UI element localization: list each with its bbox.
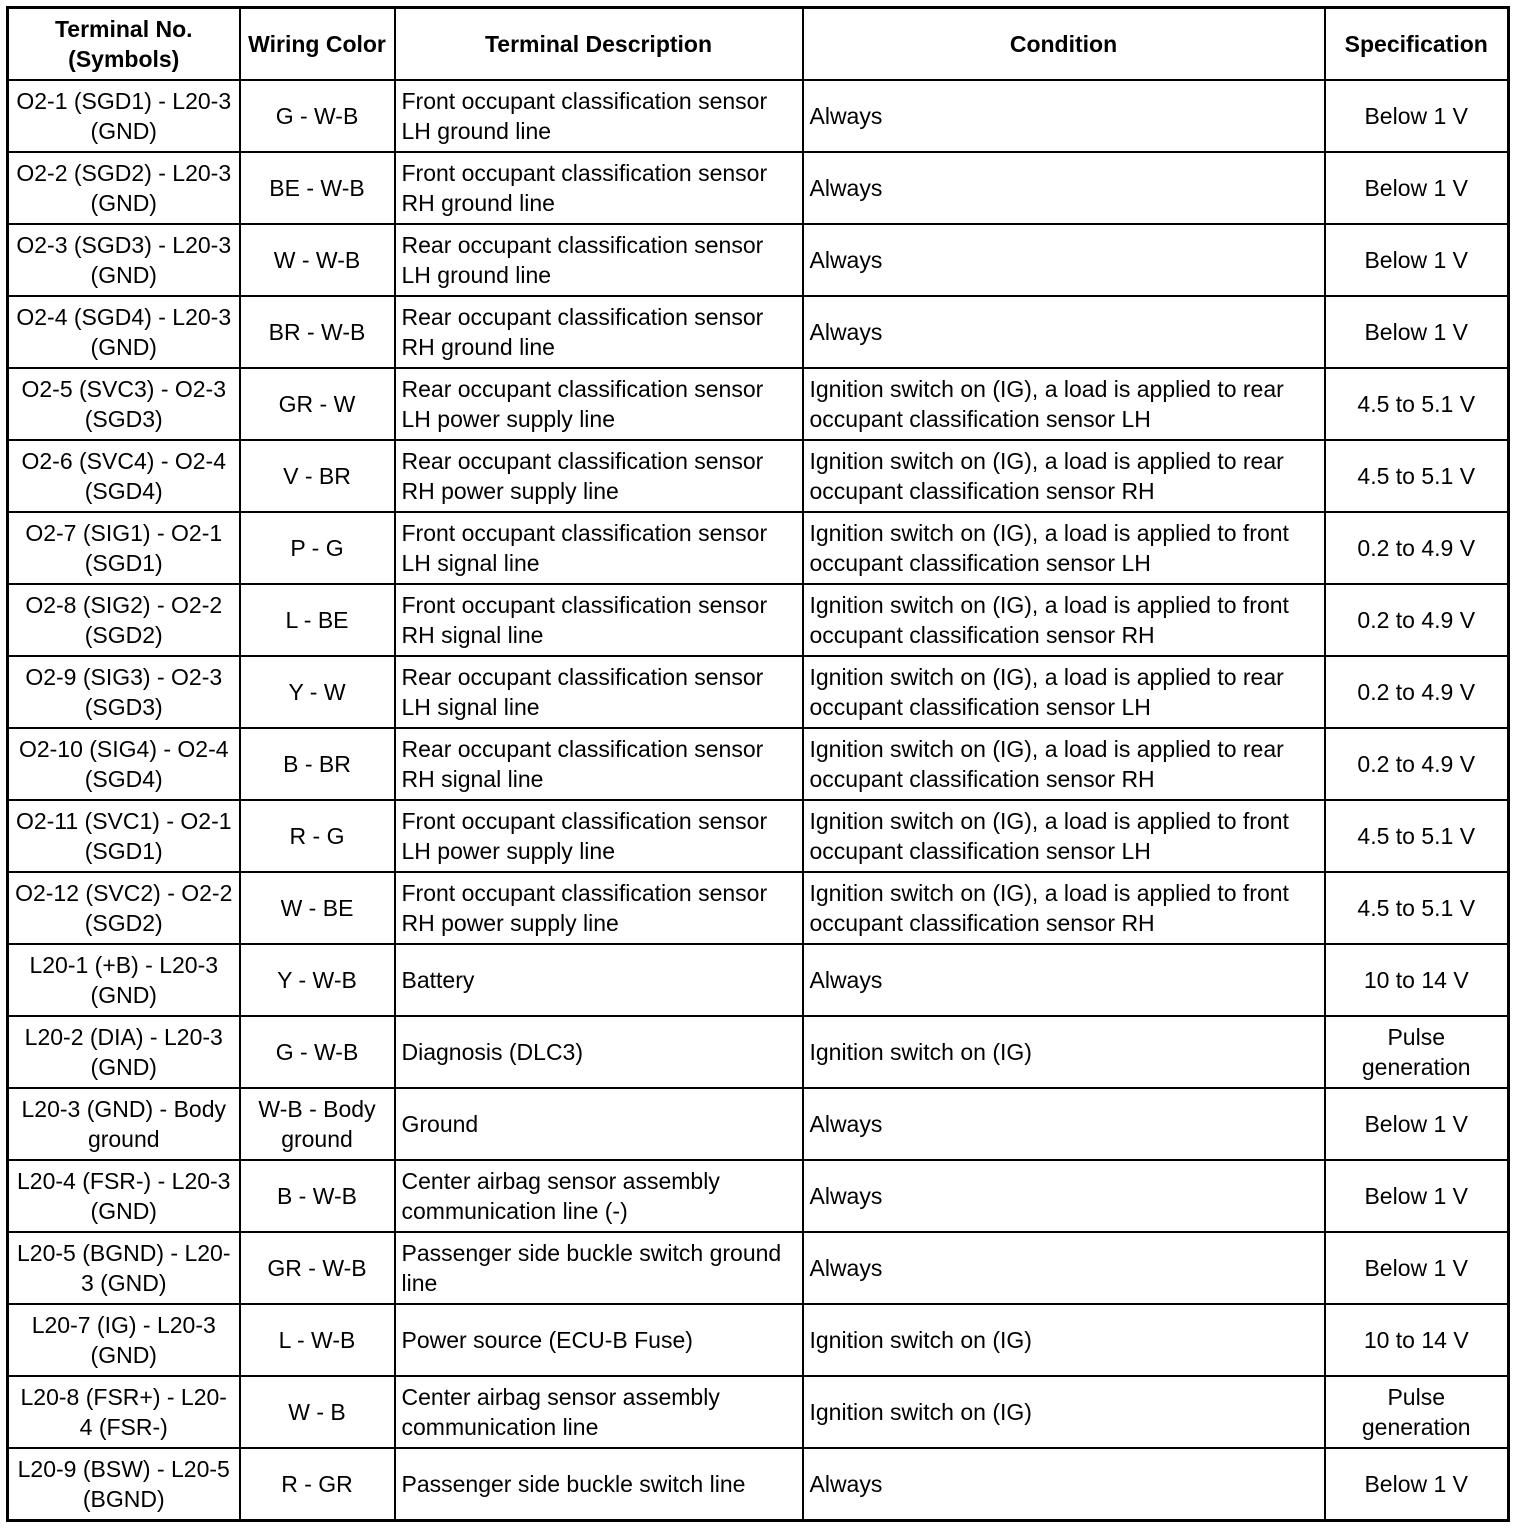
cell-description: Front occupant classification sensor LH power supply line [395,800,803,872]
cell-description: Rear occupant classification sensor LH ground line [395,224,803,296]
cell-specification: Below 1 V [1325,224,1509,296]
cell-specification: Below 1 V [1325,1448,1509,1521]
cell-condition: Ignition switch on (IG) [803,1304,1325,1376]
cell-description: Front occupant classification sensor LH ground line [395,80,803,152]
cell-condition: Ignition switch on (IG), a load is applied to front occupant classification sensor LH [803,800,1325,872]
cell-specification: 10 to 14 V [1325,944,1509,1016]
cell-specification: 0.2 to 4.9 V [1325,584,1509,656]
terminal-spec-table [6,6,1510,1522]
cell-specification: 10 to 14 V [1325,1304,1509,1376]
cell-terminal: L20-2 (DIA) - L20-3 (GND) [8,1016,240,1088]
cell-wiring-color: G - W-B [240,80,395,152]
table-row [8,152,1509,224]
cell-terminal: O2-12 (SVC2) - O2-2 (SGD2) [8,872,240,944]
cell-specification: Pulse generation [1325,1016,1509,1088]
cell-condition: Ignition switch on (IG), a load is applied to rear occupant classification sensor RH [803,440,1325,512]
cell-condition: Ignition switch on (IG), a load is applied to front occupant classification sensor RH [803,872,1325,944]
table-row [8,296,1509,368]
cell-description: Center airbag sensor assembly communication line [395,1376,803,1448]
cell-condition: Always [803,224,1325,296]
header-terminal-description: Terminal Description [395,8,803,81]
cell-wiring-color: G - W-B [240,1016,395,1088]
cell-specification: Below 1 V [1325,1088,1509,1160]
cell-condition: Ignition switch on (IG), a load is applied to front occupant classification sensor RH [803,584,1325,656]
cell-wiring-color: W-B - Body ground [240,1088,395,1160]
cell-description: Diagnosis (DLC3) [395,1016,803,1088]
cell-specification: 0.2 to 4.9 V [1325,728,1509,800]
cell-specification: Below 1 V [1325,1160,1509,1232]
cell-description: Passenger side buckle switch ground line [395,1232,803,1304]
header-condition: Condition [803,8,1325,81]
cell-description: Ground [395,1088,803,1160]
cell-description: Rear occupant classification sensor LH power supply line [395,368,803,440]
cell-specification: 4.5 to 5.1 V [1325,800,1509,872]
table-row [8,584,1509,656]
table-row [8,440,1509,512]
cell-wiring-color: BE - W-B [240,152,395,224]
cell-description: Battery [395,944,803,1016]
cell-terminal: O2-8 (SIG2) - O2-2 (SGD2) [8,584,240,656]
table-row [8,944,1509,1016]
cell-specification: 4.5 to 5.1 V [1325,368,1509,440]
table-row [8,1016,1509,1088]
cell-specification: Below 1 V [1325,296,1509,368]
cell-wiring-color: BR - W-B [240,296,395,368]
cell-wiring-color: W - B [240,1376,395,1448]
cell-wiring-color: V - BR [240,440,395,512]
cell-condition: Ignition switch on (IG), a load is applied to front occupant classification sensor LH [803,512,1325,584]
cell-terminal: O2-3 (SGD3) - L20-3 (GND) [8,224,240,296]
cell-condition: Ignition switch on (IG), a load is applied to rear occupant classification sensor LH [803,368,1325,440]
cell-condition: Always [803,1448,1325,1521]
cell-terminal: O2-7 (SIG1) - O2-1 (SGD1) [8,512,240,584]
cell-description: Rear occupant classification sensor RH signal line [395,728,803,800]
cell-wiring-color: B - BR [240,728,395,800]
cell-condition: Always [803,1160,1325,1232]
cell-terminal: O2-2 (SGD2) - L20-3 (GND) [8,152,240,224]
cell-condition: Always [803,80,1325,152]
table-row [8,872,1509,944]
cell-specification: Below 1 V [1325,1232,1509,1304]
cell-wiring-color: R - GR [240,1448,395,1521]
header-wiring-color: Wiring Color [240,8,395,81]
cell-wiring-color: GR - W-B [240,1232,395,1304]
cell-description: Front occupant classification sensor RH signal line [395,584,803,656]
cell-wiring-color: L - W-B [240,1304,395,1376]
cell-terminal: L20-1 (+B) - L20-3 (GND) [8,944,240,1016]
table-row [8,1304,1509,1376]
cell-terminal: O2-11 (SVC1) - O2-1 (SGD1) [8,800,240,872]
cell-description: Power source (ECU-B Fuse) [395,1304,803,1376]
cell-condition: Always [803,1232,1325,1304]
table-row [8,728,1509,800]
cell-condition: Ignition switch on (IG), a load is applied to rear occupant classification sensor LH [803,656,1325,728]
table-body [8,80,1509,1521]
cell-terminal: L20-7 (IG) - L20-3 (GND) [8,1304,240,1376]
cell-description: Passenger side buckle switch line [395,1448,803,1521]
cell-wiring-color: P - G [240,512,395,584]
cell-condition: Always [803,944,1325,1016]
cell-wiring-color: W - W-B [240,224,395,296]
cell-terminal: O2-4 (SGD4) - L20-3 (GND) [8,296,240,368]
table-row [8,1232,1509,1304]
table-row [8,656,1509,728]
cell-terminal: O2-9 (SIG3) - O2-3 (SGD3) [8,656,240,728]
cell-wiring-color: W - BE [240,872,395,944]
cell-description: Front occupant classification sensor RH ground line [395,152,803,224]
cell-description: Rear occupant classification sensor RH ground line [395,296,803,368]
cell-terminal: O2-1 (SGD1) - L20-3 (GND) [8,80,240,152]
cell-condition: Ignition switch on (IG) [803,1016,1325,1088]
cell-condition: Always [803,296,1325,368]
cell-terminal: L20-9 (BSW) - L20-5 (BGND) [8,1448,240,1521]
cell-specification: Below 1 V [1325,152,1509,224]
cell-description: Rear occupant classification sensor LH signal line [395,656,803,728]
cell-condition: Always [803,1088,1325,1160]
cell-terminal: L20-3 (GND) - Body ground [8,1088,240,1160]
table-row [8,80,1509,152]
cell-specification: 4.5 to 5.1 V [1325,440,1509,512]
cell-wiring-color: Y - W-B [240,944,395,1016]
table-row [8,1376,1509,1448]
table-row [8,1160,1509,1232]
cell-terminal: O2-6 (SVC4) - O2-4 (SGD4) [8,440,240,512]
cell-description: Center airbag sensor assembly communication line (-) [395,1160,803,1232]
cell-wiring-color: GR - W [240,368,395,440]
cell-wiring-color: Y - W [240,656,395,728]
cell-condition: Ignition switch on (IG) [803,1376,1325,1448]
header-terminal: Terminal No. (Symbols) [8,8,240,81]
cell-terminal: O2-10 (SIG4) - O2-4 (SGD4) [8,728,240,800]
cell-specification: 0.2 to 4.9 V [1325,656,1509,728]
table-row [8,512,1509,584]
cell-terminal: O2-5 (SVC3) - O2-3 (SGD3) [8,368,240,440]
cell-terminal: L20-8 (FSR+) - L20-4 (FSR-) [8,1376,240,1448]
cell-description: Rear occupant classification sensor RH power supply line [395,440,803,512]
table-row [8,800,1509,872]
cell-terminal: L20-4 (FSR-) - L20-3 (GND) [8,1160,240,1232]
cell-condition: Always [803,152,1325,224]
table-row [8,1448,1509,1521]
cell-description: Front occupant classification sensor LH signal line [395,512,803,584]
cell-terminal: L20-5 (BGND) - L20-3 (GND) [8,1232,240,1304]
header-specification: Specification [1325,8,1509,81]
cell-specification: Pulse generation [1325,1376,1509,1448]
cell-wiring-color: B - W-B [240,1160,395,1232]
header-row [8,8,1509,81]
cell-wiring-color: L - BE [240,584,395,656]
cell-specification: Below 1 V [1325,80,1509,152]
table-row [8,224,1509,296]
table-row [8,1088,1509,1160]
cell-specification: 0.2 to 4.9 V [1325,512,1509,584]
cell-condition: Ignition switch on (IG), a load is applied to rear occupant classification sensor RH [803,728,1325,800]
cell-wiring-color: R - G [240,800,395,872]
cell-description: Front occupant classification sensor RH power supply line [395,872,803,944]
cell-specification: 4.5 to 5.1 V [1325,872,1509,944]
table-row [8,368,1509,440]
